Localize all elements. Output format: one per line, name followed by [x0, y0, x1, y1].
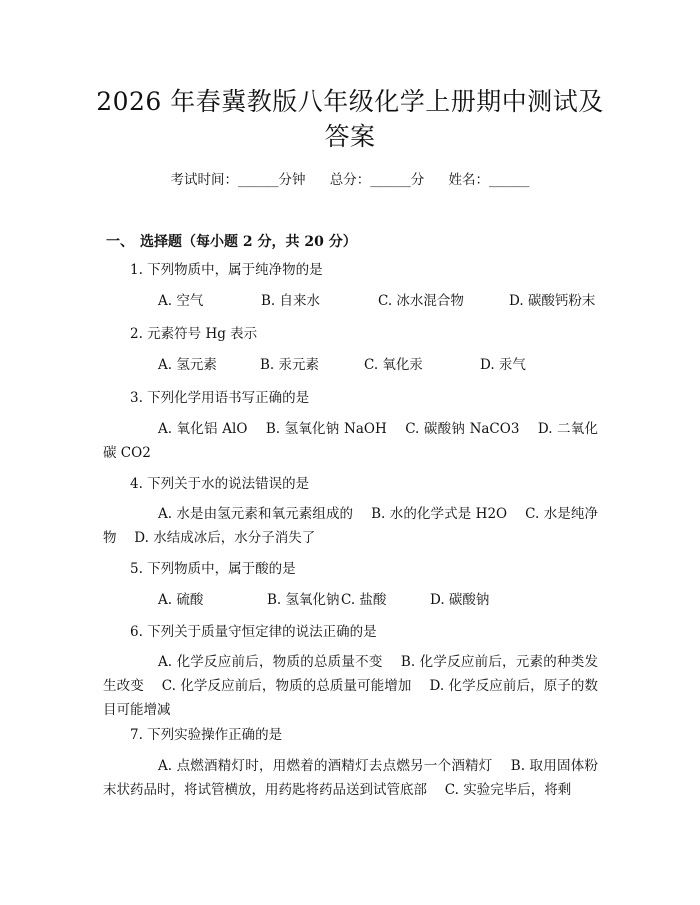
option: C. 冰水混合物: [378, 293, 464, 309]
question-options: A. 点燃酒精灯时，用燃着的酒精灯去点燃另一个酒精灯 B. 取用固体粉末状药品时，将试管横放，用药匙将药品送到试管底部 C. 实验完毕后，将剩: [103, 758, 598, 798]
option: B. 汞元素: [260, 357, 320, 373]
question-options: A. 水是由氢元素和氧元素组成的 B. 水的化学式是 H2O C. 水是纯净物 D. 水结成冰后，水分子消失了: [103, 506, 598, 546]
option: B. 自来水: [261, 293, 321, 309]
exam-time-label: 考试时间：______分钟: [170, 172, 306, 188]
title-line-2: 答案: [324, 122, 376, 151]
option: A. 空气: [158, 293, 204, 309]
total-score-label: 总分：______分: [329, 172, 425, 188]
question-stem: 6. 下列关于质量守恒定律的说法正确的是: [130, 624, 377, 640]
question-options: [158, 289, 598, 313]
question-options: A. 氧化铝 AlO B. 氢氧化钠 NaOH C. 碳酸钠 NaCO3 D. 二氧化碳 CO2: [103, 421, 598, 461]
section-number: 一、: [106, 234, 134, 250]
option: D. 碳酸钠: [430, 592, 490, 608]
exam-meta: [0, 168, 700, 188]
question-options: A. 化学反应前后，物质的总质量不变 B. 化学反应前后，元素的种类发生改变 C. 化学反应前后，物质的总质量可能增加 D. 化学反应前后，原子的数目可能增减: [103, 654, 598, 718]
section-heading: [106, 231, 357, 251]
option: C. 盐酸: [341, 592, 387, 608]
question-stem: 7. 下列实验操作正确的是: [130, 727, 283, 743]
name-label: 姓名：______: [448, 172, 530, 188]
question-options: [158, 588, 598, 612]
question-options: [158, 353, 598, 377]
option: D. 碳酸钙粉末: [509, 293, 596, 309]
question-stem: 4. 下列关于水的说法错误的是: [130, 476, 310, 492]
question-stem: 1. 下列物质中，属于纯净物的是: [130, 262, 323, 278]
option: A. 硫酸: [158, 592, 204, 608]
option: B. 氢氧化钠: [267, 592, 340, 608]
title-line-1: 2026 年春冀教版八年级化学上册期中测试及: [96, 87, 604, 116]
option: D. 汞气: [480, 357, 526, 373]
option: A. 氢元素: [158, 357, 217, 373]
section-title: 选择题（每小题 2 分，共 20 分）: [140, 234, 357, 250]
question-stem: 2. 元素符号 Hg 表示: [130, 326, 258, 342]
question-stem: 5. 下列物质中，属于酸的是: [130, 561, 296, 577]
document-title: [60, 84, 640, 154]
question-stem: 3. 下列化学用语书写正确的是: [130, 390, 310, 406]
option: C. 氧化汞: [364, 357, 423, 373]
